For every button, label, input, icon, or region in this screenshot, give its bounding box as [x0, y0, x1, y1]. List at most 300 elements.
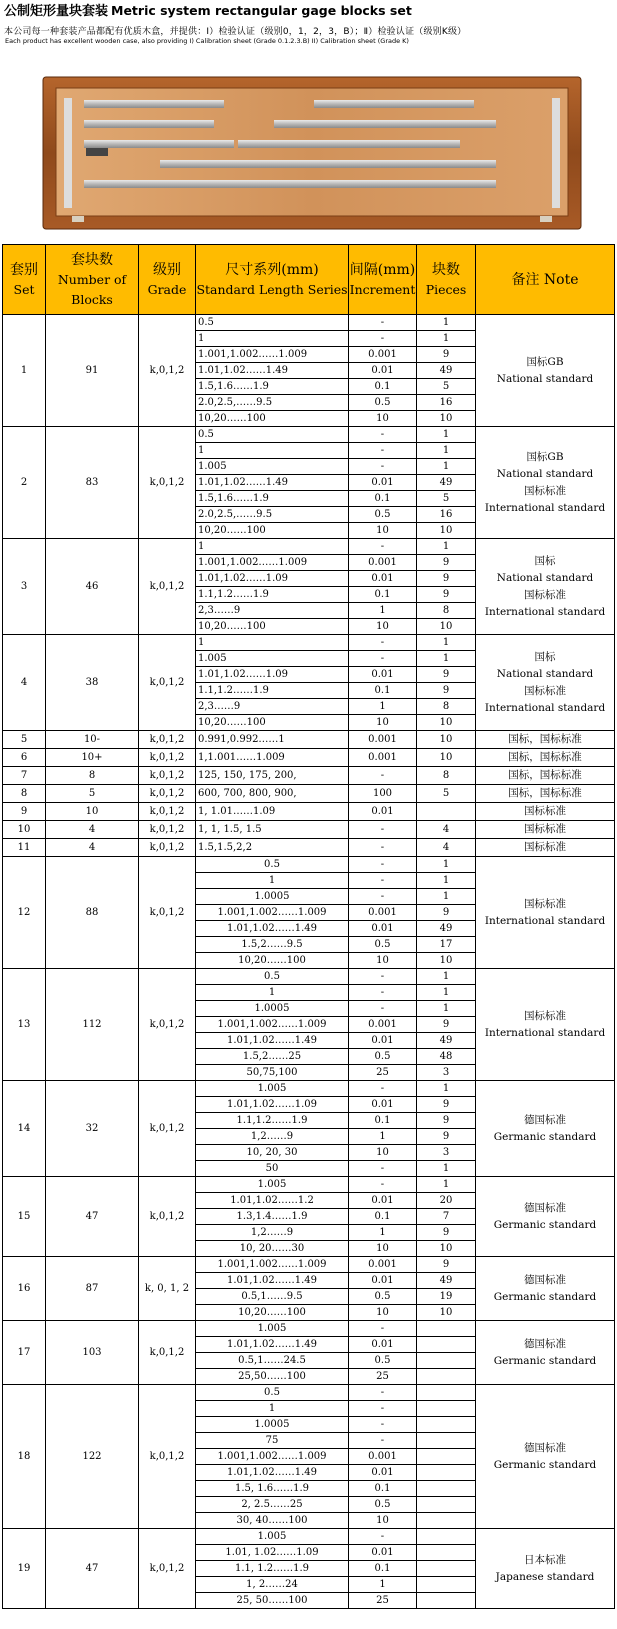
set-number-cell: 5	[3, 731, 46, 749]
col-blocks-cn: 套块数	[71, 251, 113, 268]
length-series-cell: 2,3……9	[196, 699, 349, 715]
length-series-cell: 1	[196, 539, 349, 555]
length-series-cell: 10,20……100	[196, 953, 349, 969]
note-cell	[476, 749, 615, 767]
col-length-en: Standard Length Series	[196, 281, 348, 297]
length-series-cell: 10,20……100	[196, 619, 349, 635]
note-line: 国标标准	[524, 684, 566, 697]
length-series-cell: 1, 1, 1.5, 1.5	[196, 821, 349, 839]
note-cell	[476, 803, 615, 821]
pieces-cell: 8	[417, 603, 476, 619]
col-increment-en: Increment	[349, 281, 416, 297]
set-number-cell: 2	[3, 427, 46, 539]
note-cell	[476, 839, 615, 857]
set-number-cell: 17	[3, 1321, 46, 1385]
length-series-cell: 1.005	[196, 1177, 349, 1193]
length-series-cell: 0.5	[196, 427, 349, 443]
increment-cell: 10	[349, 523, 417, 539]
pieces-cell	[417, 1337, 476, 1353]
pieces-cell: 1	[417, 331, 476, 347]
note-cell	[476, 731, 615, 749]
note-line: Germanic standard	[493, 1290, 597, 1303]
pieces-cell: 49	[417, 921, 476, 937]
length-series-cell: 10,20……100	[196, 1305, 349, 1321]
note-line: 国标GB	[526, 450, 564, 463]
grade-cell: k,0,1,2	[139, 767, 196, 785]
pieces-cell	[417, 1481, 476, 1497]
increment-cell: 10	[349, 619, 417, 635]
length-series-cell: 1.01,1.02……1.2	[196, 1193, 349, 1209]
set-number-cell: 16	[3, 1257, 46, 1321]
increment-cell: 0.01	[349, 921, 417, 937]
length-series-cell: 1.5,1.6……1.9	[196, 491, 349, 507]
increment-cell: 0.5	[349, 1289, 417, 1305]
pieces-cell: 5	[417, 379, 476, 395]
increment-cell: 0.001	[349, 749, 417, 767]
length-series-cell: 1	[196, 635, 349, 651]
set-number-cell: 4	[3, 635, 46, 731]
note-line: 日本标准	[524, 1553, 566, 1566]
pieces-cell	[417, 1321, 476, 1337]
set-number-cell: 14	[3, 1081, 46, 1177]
pieces-cell: 3	[417, 1145, 476, 1161]
increment-cell: -	[349, 1081, 417, 1097]
pieces-cell: 10	[417, 953, 476, 969]
note-line: International standard	[484, 1026, 606, 1039]
block-count-cell: 91	[46, 315, 139, 427]
note-cell	[476, 1385, 615, 1529]
length-series-cell: 50	[196, 1161, 349, 1177]
length-series-cell: 1, 2……24	[196, 1577, 349, 1593]
note-cell	[476, 821, 615, 839]
length-series-cell: 1.5, 1.6……1.9	[196, 1481, 349, 1497]
table-row	[3, 427, 615, 443]
table-row	[3, 857, 615, 873]
grade-cell: k,0,1,2	[139, 803, 196, 821]
set-number-cell: 7	[3, 767, 46, 785]
note-cell	[476, 1081, 615, 1177]
pieces-cell: 9	[417, 683, 476, 699]
pieces-cell	[417, 1545, 476, 1561]
pieces-cell: 9	[417, 1257, 476, 1273]
length-series-cell: 1.005	[196, 459, 349, 475]
note-line: Germanic standard	[493, 1458, 597, 1471]
increment-cell: 0.5	[349, 1353, 417, 1369]
table-row	[3, 539, 615, 555]
pieces-cell: 3	[417, 1065, 476, 1081]
pieces-cell: 20	[417, 1193, 476, 1209]
note-line: 国标，国标标准	[508, 733, 582, 745]
grade-cell: k,0,1,2	[139, 821, 196, 839]
note-cell	[476, 1529, 615, 1609]
note-cell	[476, 427, 615, 539]
increment-cell: -	[349, 459, 417, 475]
increment-cell: 25	[349, 1369, 417, 1385]
increment-cell: 0.5	[349, 395, 417, 411]
pieces-cell: 1	[417, 969, 476, 985]
length-series-cell: 25,50……100	[196, 1369, 349, 1385]
block-count-cell: 103	[46, 1321, 139, 1385]
pieces-cell: 9	[417, 667, 476, 683]
length-series-cell: 1.01,1.02……1.49	[196, 1465, 349, 1481]
length-series-cell: 0.5	[196, 857, 349, 873]
table-row	[3, 821, 615, 839]
increment-cell: 0.001	[349, 555, 417, 571]
increment-cell: 0.001	[349, 1449, 417, 1465]
block-count-cell: 88	[46, 857, 139, 969]
increment-cell: 0.01	[349, 1097, 417, 1113]
length-series-cell: 0.5	[196, 969, 349, 985]
note-line: 国标，国标标准	[508, 751, 582, 763]
pieces-cell: 1	[417, 443, 476, 459]
note-line: 国标标准	[524, 823, 566, 835]
pieces-cell: 10	[417, 619, 476, 635]
increment-cell: 0.1	[349, 379, 417, 395]
grade-cell: k,0,1,2	[139, 969, 196, 1081]
pieces-cell	[417, 1449, 476, 1465]
pieces-cell	[417, 1577, 476, 1593]
block-count-cell: 4	[46, 821, 139, 839]
length-series-cell: 600, 700, 800, 900,	[196, 785, 349, 803]
length-series-cell: 1.01,1.02……1.09	[196, 571, 349, 587]
col-increment-header	[349, 245, 417, 315]
set-number-cell: 10	[3, 821, 46, 839]
col-grade-header	[139, 245, 196, 315]
set-number-cell: 15	[3, 1177, 46, 1257]
increment-cell: 0.001	[349, 731, 417, 749]
length-series-cell: 1.5,2……25	[196, 1049, 349, 1065]
length-series-cell: 0.991,0.992……1	[196, 731, 349, 749]
note-line: 国标标准	[524, 805, 566, 817]
pieces-cell: 49	[417, 1033, 476, 1049]
length-series-cell: 1.1,1.2……1.9	[196, 587, 349, 603]
note-line: 德国标准	[524, 1337, 566, 1350]
set-number-cell: 18	[3, 1385, 46, 1529]
pieces-cell: 1	[417, 315, 476, 331]
increment-cell: 0.5	[349, 937, 417, 953]
table-row	[3, 635, 615, 651]
note-line: International standard	[484, 701, 606, 714]
length-series-cell: 10, 20, 30	[196, 1145, 349, 1161]
length-series-cell: 1.001,1.002……1.009	[196, 905, 349, 921]
length-series-cell: 1.0005	[196, 889, 349, 905]
note-line: 国标标准	[524, 841, 566, 853]
pieces-cell: 1	[417, 1177, 476, 1193]
increment-cell: -	[349, 1417, 417, 1433]
pieces-cell: 17	[417, 937, 476, 953]
increment-cell: 0.1	[349, 1113, 417, 1129]
length-series-cell: 1.1,1.2……1.9	[196, 1113, 349, 1129]
increment-cell: 0.5	[349, 1049, 417, 1065]
set-number-cell: 6	[3, 749, 46, 767]
pieces-cell: 19	[417, 1289, 476, 1305]
title-en: Metric system rectangular gage blocks set	[111, 3, 412, 18]
increment-cell: -	[349, 1433, 417, 1449]
increment-cell: -	[349, 443, 417, 459]
increment-cell: 0.01	[349, 1337, 417, 1353]
length-series-cell: 1.3,1.4……1.9	[196, 1209, 349, 1225]
pieces-cell: 4	[417, 839, 476, 857]
increment-cell: -	[349, 1177, 417, 1193]
pieces-cell	[417, 1513, 476, 1529]
pieces-cell: 10	[417, 715, 476, 731]
length-series-cell: 1	[196, 331, 349, 347]
length-series-cell: 1, 1.01……1.09	[196, 803, 349, 821]
pieces-cell	[417, 1529, 476, 1545]
length-series-cell: 1.005	[196, 1529, 349, 1545]
increment-cell: -	[349, 539, 417, 555]
length-series-cell: 1,2……9	[196, 1129, 349, 1145]
pieces-cell: 1	[417, 873, 476, 889]
grade-cell: k,0,1,2	[139, 315, 196, 427]
pieces-cell: 10	[417, 749, 476, 767]
length-series-cell: 1.001,1.002……1.009	[196, 1257, 349, 1273]
table-row	[3, 1177, 615, 1193]
length-series-cell: 10,20……100	[196, 715, 349, 731]
increment-cell: 0.001	[349, 1017, 417, 1033]
note-cell	[476, 635, 615, 731]
pieces-cell	[417, 1561, 476, 1577]
block-count-cell: 10	[46, 803, 139, 821]
note-cell	[476, 1257, 615, 1321]
note-line: 国标标准	[524, 1009, 566, 1022]
note-line: 德国标准	[524, 1441, 566, 1454]
length-series-cell: 2, 2.5……25	[196, 1497, 349, 1513]
pieces-cell: 10	[417, 1241, 476, 1257]
note-line: Germanic standard	[493, 1354, 597, 1367]
length-series-cell: 25, 50……100	[196, 1593, 349, 1609]
table-row	[3, 1321, 615, 1337]
col-grade-cn: 级别	[153, 261, 181, 278]
increment-cell: -	[349, 873, 417, 889]
pieces-cell: 10	[417, 523, 476, 539]
length-series-cell: 1.005	[196, 651, 349, 667]
note-cell	[476, 857, 615, 969]
increment-cell: 0.001	[349, 905, 417, 921]
pieces-cell	[417, 1401, 476, 1417]
pieces-cell	[417, 1385, 476, 1401]
increment-cell: 0.01	[349, 363, 417, 379]
block-count-cell: 112	[46, 969, 139, 1081]
increment-cell: -	[349, 889, 417, 905]
pieces-cell: 8	[417, 767, 476, 785]
grade-cell: k,0,1,2	[139, 539, 196, 635]
length-series-cell: 1.001,1.002……1.009	[196, 347, 349, 363]
title-cn: 公制矩形量块套装	[4, 4, 109, 19]
note-line: 国标标准	[524, 897, 566, 910]
increment-cell: -	[349, 1529, 417, 1545]
col-pieces-cn: 块数	[432, 261, 460, 278]
increment-cell: 25	[349, 1065, 417, 1081]
increment-cell: -	[349, 857, 417, 873]
pieces-cell: 49	[417, 363, 476, 379]
length-series-cell: 125, 150, 175, 200,	[196, 767, 349, 785]
length-series-cell: 1.5,1.6……1.9	[196, 379, 349, 395]
pieces-cell: 1	[417, 635, 476, 651]
pieces-cell: 7	[417, 1209, 476, 1225]
pieces-cell: 1	[417, 427, 476, 443]
increment-cell: 0.5	[349, 1497, 417, 1513]
pieces-cell: 4	[417, 821, 476, 839]
pieces-cell: 9	[417, 347, 476, 363]
length-series-cell: 1.001,1.002……1.009	[196, 555, 349, 571]
increment-cell: -	[349, 1001, 417, 1017]
length-series-cell: 1.1, 1.2……1.9	[196, 1561, 349, 1577]
increment-cell: 10	[349, 1241, 417, 1257]
increment-cell: 0.5	[349, 507, 417, 523]
pieces-cell	[417, 1433, 476, 1449]
increment-cell: -	[349, 1161, 417, 1177]
length-series-cell: 1.01,1.02……1.09	[196, 1097, 349, 1113]
increment-cell: -	[349, 969, 417, 985]
gage-block-wooden-case-photo	[42, 76, 582, 230]
col-pieces-header	[417, 245, 476, 315]
length-series-cell: 1.01,1.02……1.49	[196, 363, 349, 379]
pieces-cell: 49	[417, 475, 476, 491]
col-length-cn: 尺寸系列(mm)	[225, 261, 319, 278]
block-count-cell: 5	[46, 785, 139, 803]
length-series-cell: 1.5,1.5,2,2	[196, 839, 349, 857]
pieces-cell	[417, 1369, 476, 1385]
block-count-cell: 10-	[46, 731, 139, 749]
length-series-cell: 1.01, 1.02……1.09	[196, 1545, 349, 1561]
length-series-cell: 50,75,100	[196, 1065, 349, 1081]
set-number-cell: 19	[3, 1529, 46, 1609]
pieces-cell: 48	[417, 1049, 476, 1065]
col-set-en: Set	[13, 281, 35, 297]
note-line: 国标，国标标准	[508, 787, 582, 799]
pieces-cell	[417, 1465, 476, 1481]
increment-cell: -	[349, 1401, 417, 1417]
col-set-cn: 套别	[10, 261, 38, 278]
note-line: 国标	[534, 554, 556, 567]
increment-cell: 0.01	[349, 1465, 417, 1481]
increment-cell: -	[349, 1385, 417, 1401]
increment-cell: 0.1	[349, 587, 417, 603]
table-row	[3, 767, 615, 785]
increment-cell: 0.01	[349, 1273, 417, 1289]
set-number-cell: 1	[3, 315, 46, 427]
pieces-cell: 9	[417, 905, 476, 921]
pieces-cell: 1	[417, 889, 476, 905]
table-row	[3, 839, 615, 857]
length-series-cell: 2.0,2.5,……9.5	[196, 395, 349, 411]
length-series-cell: 1.01,1.02……1.49	[196, 921, 349, 937]
pieces-cell	[417, 803, 476, 821]
increment-cell: 1	[349, 1129, 417, 1145]
table-header-row	[3, 245, 615, 315]
length-series-cell: 1.01,1.02……1.09	[196, 667, 349, 683]
pieces-cell: 1	[417, 1161, 476, 1177]
grade-cell: k,0,1,2	[139, 1321, 196, 1385]
increment-cell: 0.01	[349, 803, 417, 821]
note-cell	[476, 785, 615, 803]
grade-cell: k,0,1,2	[139, 785, 196, 803]
pieces-cell: 10	[417, 1305, 476, 1321]
pieces-cell: 16	[417, 507, 476, 523]
col-blocks-en: Number of Blocks	[57, 271, 127, 307]
length-series-cell: 1,2……9	[196, 1225, 349, 1241]
grade-cell: k, 0, 1, 2	[139, 1257, 196, 1321]
increment-cell: 10	[349, 715, 417, 731]
grade-cell: k,0,1,2	[139, 427, 196, 539]
note-line: Germanic standard	[493, 1130, 597, 1143]
length-series-cell: 10, 20……30	[196, 1241, 349, 1257]
increment-cell: 10	[349, 1513, 417, 1529]
grade-cell: k,0,1,2	[139, 857, 196, 969]
length-series-cell: 0.5,1……24.5	[196, 1353, 349, 1369]
increment-cell: 0.1	[349, 1481, 417, 1497]
increment-cell: -	[349, 651, 417, 667]
increment-cell: -	[349, 315, 417, 331]
increment-cell: -	[349, 1321, 417, 1337]
pieces-cell: 1	[417, 1081, 476, 1097]
block-count-cell: 47	[46, 1177, 139, 1257]
pieces-cell: 49	[417, 1273, 476, 1289]
increment-cell: 0.1	[349, 491, 417, 507]
table-row	[3, 969, 615, 985]
pieces-cell: 9	[417, 571, 476, 587]
increment-cell: 0.001	[349, 1257, 417, 1273]
pieces-cell: 9	[417, 1113, 476, 1129]
set-number-cell: 12	[3, 857, 46, 969]
note-cell	[476, 539, 615, 635]
pieces-cell: 9	[417, 1225, 476, 1241]
grade-cell: k,0,1,2	[139, 731, 196, 749]
increment-cell: 0.01	[349, 571, 417, 587]
increment-cell: -	[349, 839, 417, 857]
grade-cell: k,0,1,2	[139, 635, 196, 731]
length-series-cell: 75	[196, 1433, 349, 1449]
note-line: International standard	[484, 501, 606, 514]
increment-cell: -	[349, 821, 417, 839]
length-series-cell: 1	[196, 443, 349, 459]
pieces-cell: 9	[417, 1129, 476, 1145]
table-row	[3, 1257, 615, 1273]
table-row	[3, 1385, 615, 1401]
block-count-cell: 87	[46, 1257, 139, 1321]
pieces-cell: 10	[417, 411, 476, 427]
increment-cell: 10	[349, 1145, 417, 1161]
increment-cell: 10	[349, 953, 417, 969]
increment-cell: -	[349, 985, 417, 1001]
increment-cell: -	[349, 331, 417, 347]
length-series-cell: 1.005	[196, 1321, 349, 1337]
grade-cell: k,0,1,2	[139, 1081, 196, 1177]
length-series-cell: 1.01,1.02……1.49	[196, 1273, 349, 1289]
note-line: International standard	[484, 914, 606, 927]
length-series-cell: 10,20……100	[196, 411, 349, 427]
col-length-header	[196, 245, 349, 315]
pieces-cell: 9	[417, 1017, 476, 1033]
pieces-cell: 5	[417, 491, 476, 507]
length-series-cell: 1	[196, 873, 349, 889]
increment-cell: 0.1	[349, 1209, 417, 1225]
pieces-cell: 9	[417, 555, 476, 571]
note-cell	[476, 1321, 615, 1385]
note-cell	[476, 969, 615, 1081]
block-count-cell: 32	[46, 1081, 139, 1177]
col-note-header	[476, 245, 615, 315]
table-body	[3, 315, 615, 1609]
length-series-cell: 0.5,1……9.5	[196, 1289, 349, 1305]
pieces-cell: 1	[417, 1001, 476, 1017]
note-cell	[476, 315, 615, 427]
set-number-cell: 11	[3, 839, 46, 857]
increment-cell: 0.001	[349, 347, 417, 363]
set-number-cell: 8	[3, 785, 46, 803]
table-row	[3, 315, 615, 331]
